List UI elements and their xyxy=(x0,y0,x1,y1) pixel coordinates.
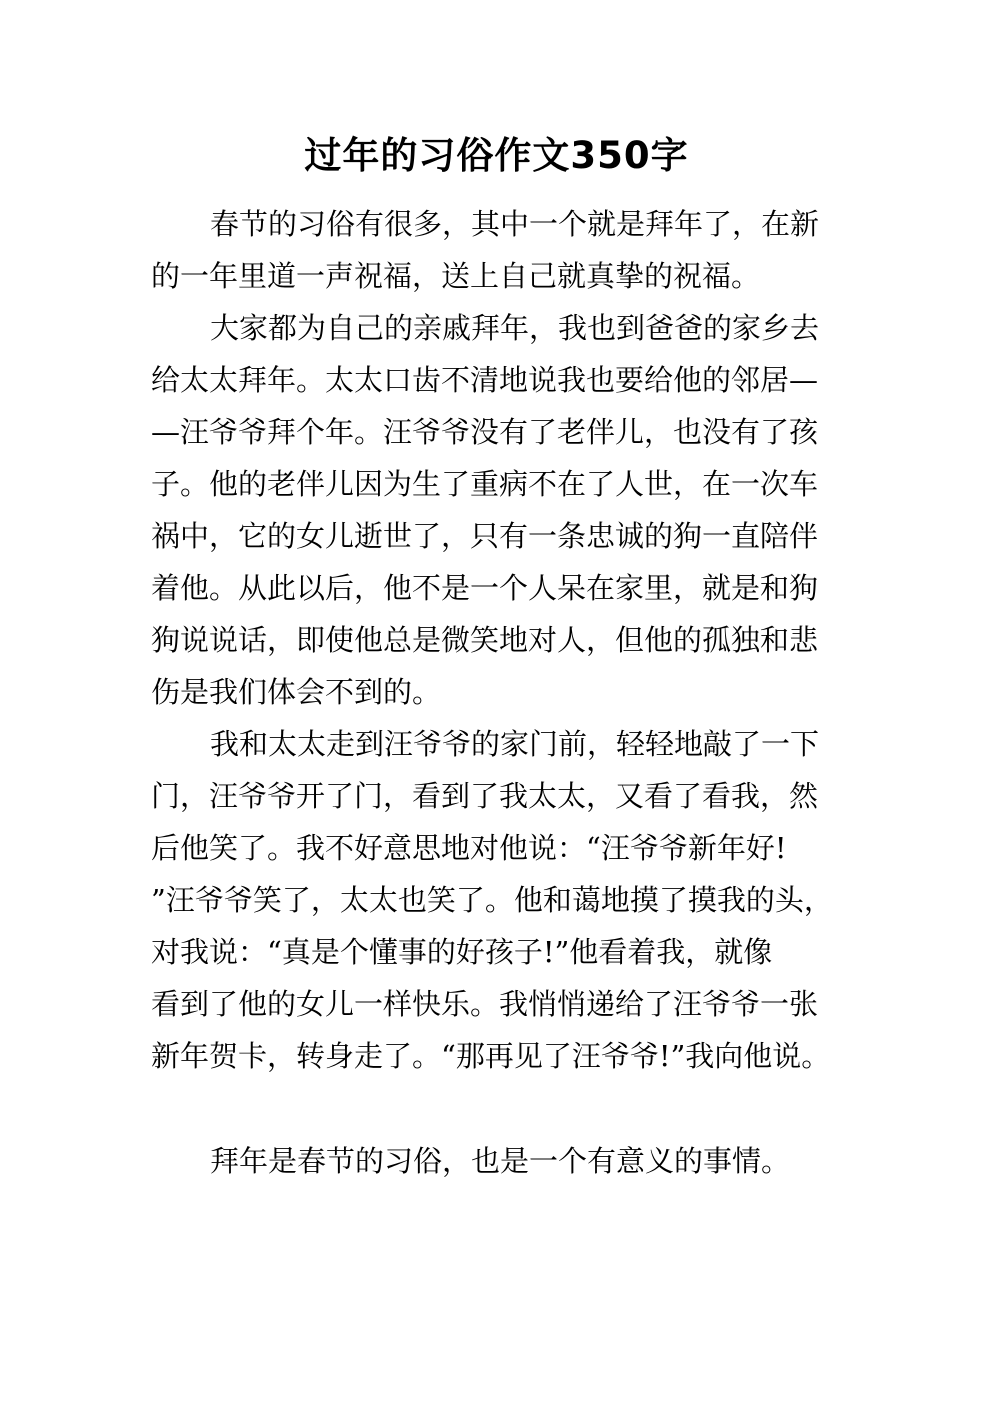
paragraph-4-line-1: 拜年是春节的习俗，也是一个有意义的事情。 xyxy=(210,1144,791,1178)
paragraph-3-line-7: 新年贺卡，转身走了。“那再见了汪爷爷!”我向他说。 xyxy=(151,1039,831,1073)
paragraph-2-line-6: 着他。从此以后，他不是一个人呆在家里，就是和狗 xyxy=(151,571,819,605)
document-title: 过年的习俗作文350字 xyxy=(304,134,689,177)
paragraph-3-line-6: 看到了他的女儿一样快乐。我悄悄递给了汪爷爷一张 xyxy=(151,987,819,1021)
paragraph-3-line-3: 后他笑了。我不好意思地对他说：“汪爷爷新年好! xyxy=(151,831,787,865)
paragraph-3-line-2: 门，汪爷爷开了门，看到了我太太，又看了看我，然 xyxy=(151,779,819,813)
paragraph-2-line-7: 狗说说话，即使他总是微笑地对人，但他的孤独和悲 xyxy=(151,623,819,657)
paragraph-2-line-1: 大家都为自己的亲戚拜年，我也到爸爸的家乡去 xyxy=(210,311,820,345)
paragraph-3-line-4: ”汪爷爷笑了，太太也笑了。他和蔼地摸了摸我的头， xyxy=(151,883,833,917)
paragraph-2-line-5: 祸中，它的女儿逝世了，只有一条忠诚的狗一直陪伴 xyxy=(151,519,819,553)
paragraph-1-line-2: 的一年里道一声祝福，送上自己就真挚的祝福。 xyxy=(151,259,761,293)
paragraph-2-line-8: 伤是我们体会不到的。 xyxy=(151,675,442,709)
paragraph-2-line-2: 给太太拜年。太太口齿不清地说我也要给他的邻居— xyxy=(151,363,819,397)
paragraph-2-line-3: —汪爷爷拜个年。汪爷爷没有了老伴儿，也没有了孩 xyxy=(151,415,819,449)
paragraph-2-line-4: 子。他的老伴儿因为生了重病不在了人世，在一次车 xyxy=(151,467,819,501)
paragraph-3-line-5: 对我说：“真是个懂事的好孩子!”他看着我，就像 xyxy=(151,935,773,969)
paragraph-1-line-1: 春节的习俗有很多，其中一个就是拜年了，在新 xyxy=(210,207,820,241)
paragraph-3-line-1: 我和太太走到汪爷爷的家门前，轻轻地敲了一下 xyxy=(210,727,820,761)
